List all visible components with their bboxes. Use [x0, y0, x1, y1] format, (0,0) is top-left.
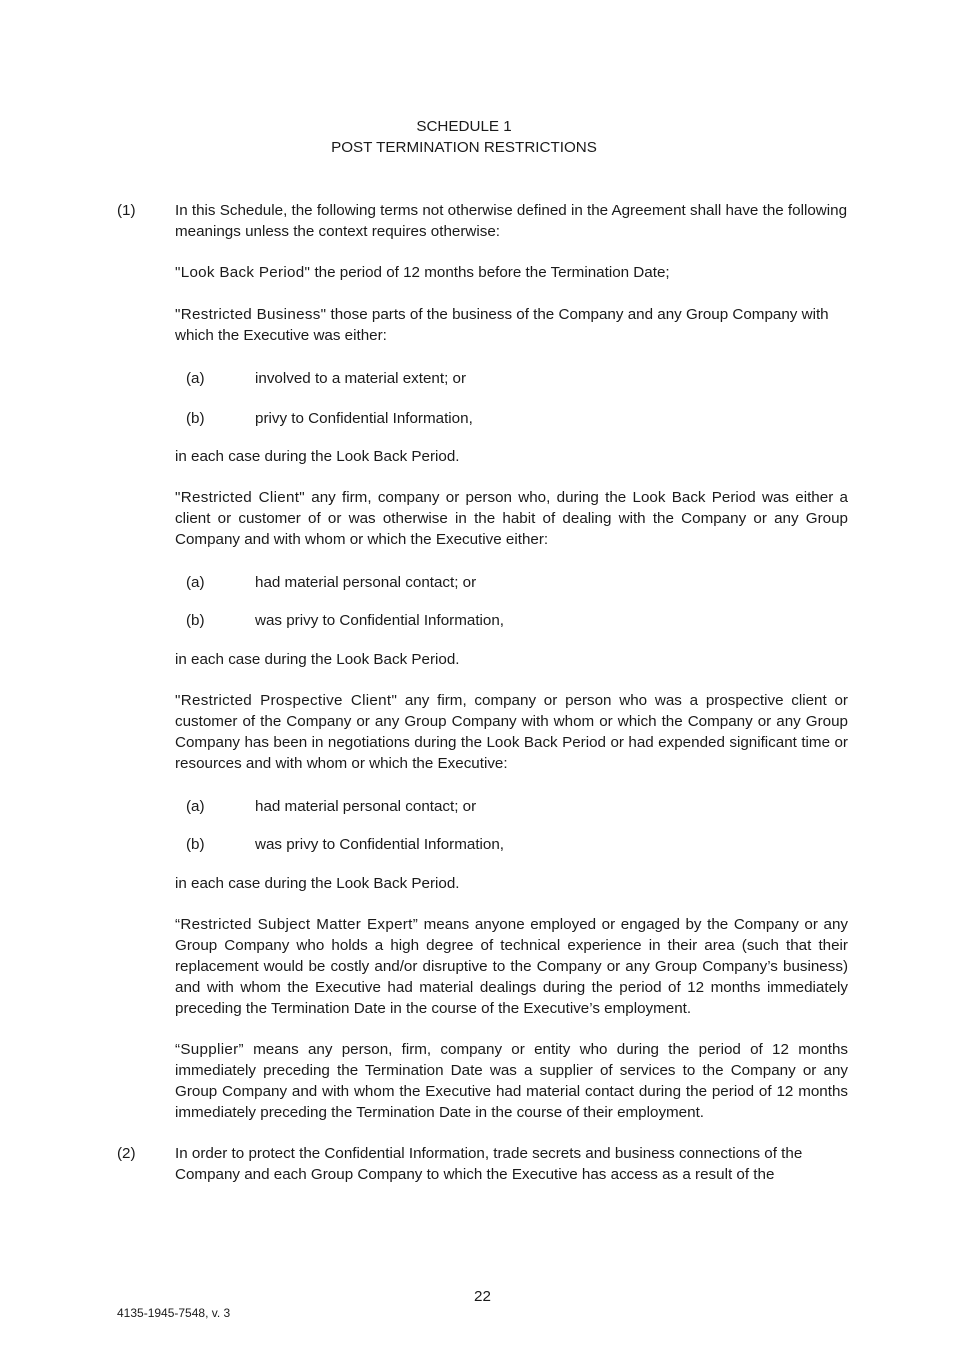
clause-1-intro: In this Schedule, the following terms not otherwise defined in the Agreement shall have the following meanings unless the context requires otherwise: [175, 202, 848, 240]
clause-2-number: (2) [117, 1145, 136, 1162]
definition-restricted-subject-matter-expert [175, 914, 848, 1019]
sub-item-letter: (b) [186, 410, 205, 427]
sub-item-text: had material personal contact; or [255, 798, 477, 815]
page-number: 22 [474, 1288, 491, 1305]
sub-item-text: privy to Confidential Information, [255, 410, 473, 427]
definition-text: any firm, company or person who was a prospective client or customer of the Company or any Group Company with whom or which the Company or any Group Company has been in negotiations during the Look Back Period or had expended significant time or resources and with whom or which the Executive: [175, 692, 848, 772]
schedule-title: POST TERMINATION RESTRICTIONS [331, 139, 597, 156]
term-supplier: “Supplier” [175, 1041, 244, 1058]
term-look-back-period: "Look Back Period" [175, 264, 311, 281]
sub-item-letter: (b) [186, 836, 205, 853]
definition-restricted-business [175, 304, 848, 346]
term-restricted-subject-matter-expert: “Restricted Subject Matter Expert” [175, 916, 419, 933]
sub-item-text: was privy to Confidential Information, [255, 612, 505, 629]
sub-item-letter: (a) [186, 574, 205, 591]
sub-item-text: was privy to Confidential Information, [255, 836, 505, 853]
definition-text: any firm, company or person who, during the Look Back Period was either a client or customer of or was otherwise in the habit of dealing with the Company or any Group Company and with whom or which the Executive either: [175, 489, 848, 548]
clause-1-number: (1) [117, 202, 136, 219]
definition-restricted-prospective-client [175, 690, 848, 774]
sub-item-text: had material personal contact; or [255, 574, 477, 591]
sub-item-text: involved to a material extent; or [255, 370, 467, 387]
sub-item-letter: (b) [186, 612, 205, 629]
definition-supplier [175, 1039, 848, 1123]
sub-item-letter: (a) [186, 798, 205, 815]
definition-text: those parts of the business of the Company and any Group Company with which the Executive was either: [175, 306, 829, 344]
definition-tail: in each case during the Look Back Period. [175, 448, 460, 465]
definition-text: the period of 12 months before the Termination Date; [310, 264, 670, 281]
clause-2-text: In order to protect the Confidential Information, trade secrets and business connections of the Company and each Group Company to which the Executive has access as a result of the [175, 1145, 803, 1183]
term-restricted-client: "Restricted Client" [175, 489, 305, 506]
definition-text: means any person, firm, company or entity who during the period of 12 months immediately preceding the Termination Date was a supplier of services to the Company or any Group Company and with whom the Executive had material contact during the period of 12 months immediately preceding the Termination Date in the course of their employment. [175, 1041, 848, 1121]
schedule-heading: SCHEDULE 1 [416, 118, 512, 135]
definition-look-back-period [175, 262, 848, 283]
document-reference: 4135-1945-7548, v. 3 [117, 1306, 231, 1320]
definition-restricted-client [175, 487, 848, 550]
definition-tail: in each case during the Look Back Period. [175, 875, 460, 892]
term-restricted-business: "Restricted Business" [175, 306, 327, 323]
definition-text: means anyone employed or engaged by the Company or any Group Company who holds a high degree of technical experience in their area (such that their replacement would be costly and/or disruptive to the Company or any Group Company’s business) and with whom the Executive had material dealings during the period of 12 months immediately preceding the Termination Date in the course of the Executive’s employment. [175, 916, 848, 1017]
term-restricted-prospective-client: "Restricted Prospective Client" [175, 692, 398, 709]
sub-item-letter: (a) [186, 370, 205, 387]
definition-tail: in each case during the Look Back Period. [175, 651, 460, 668]
